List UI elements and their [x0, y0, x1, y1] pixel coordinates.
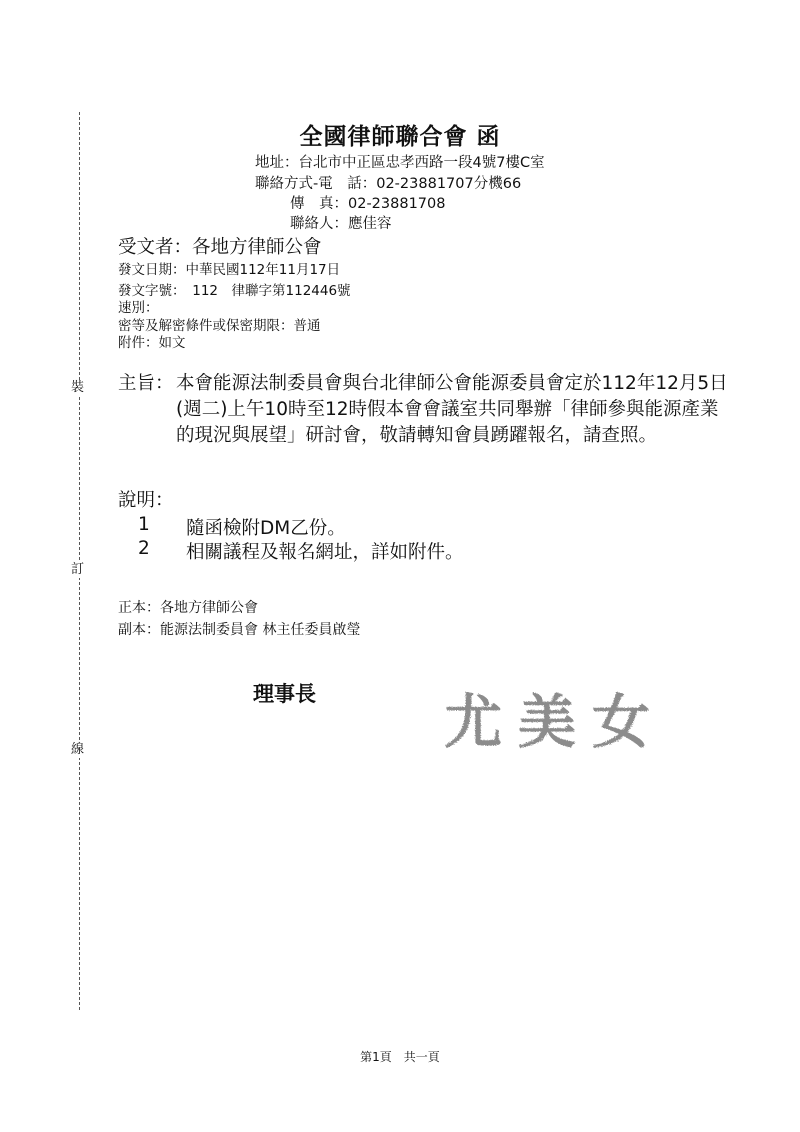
binding-mark-ding: 訂 — [71, 562, 85, 577]
subject-label: 主旨： — [118, 373, 174, 394]
sender-address: 地址：台北市中正區忠孝西路一段4號7樓C室 — [255, 155, 545, 171]
attachment: 附件：如文 — [118, 335, 186, 351]
binding-mark-xian: 線 — [71, 742, 85, 757]
explanation-label: 說明： — [118, 490, 174, 511]
explanation-item-number: 2 — [138, 538, 150, 559]
issue-date: 發文日期：中華民國112年11月17日 — [118, 262, 341, 278]
signature-char: 美 — [518, 688, 577, 756]
sender-phone: 聯絡方式-電 話：02-23881707分機66 — [255, 176, 522, 192]
original-recipients: 正本：各地方律師公會 — [118, 600, 258, 616]
sender-contact: 聯絡人：應佳容 — [290, 216, 392, 232]
signature-char: 尤 — [444, 688, 503, 756]
explanation-item-number: 1 — [138, 514, 150, 535]
document-number: 發文字號： 112 律聯字第112446號 — [118, 283, 351, 299]
secrecy-level: 密等及解密條件或保密期限：普通 — [118, 318, 321, 334]
signature-char: 女 — [592, 688, 651, 756]
signature-seal-image — [442, 680, 662, 760]
binding-line — [79, 112, 80, 1010]
recipient: 受文者：各地方律師公會 — [118, 237, 322, 258]
sender-fax: 傳 真：02-23881708 — [290, 196, 446, 212]
page-number: 第1頁 共一頁 — [360, 1050, 440, 1064]
document-title: 全國律師聯合會 函 — [299, 124, 501, 150]
explanation-item-text: 隨函檢附DM乙份。 — [186, 518, 346, 539]
chairperson-title: 理事長 — [253, 682, 316, 706]
explanation-item-text: 相關議程及報名網址，詳如附件。 — [186, 542, 464, 563]
copy-recipients: 副本：能源法制委員會 林主任委員啟瑩 — [118, 622, 361, 638]
binding-mark-zhuang: 裝 — [71, 380, 85, 395]
subject-text: 本會能源法制委員會與台北律師公會能源委員會定於112年12月5日(週二)上午10時至12時假本會會議室共同舉辦「律師參與能源產業的現況與展望」研討會，敬請轉知會員踴躍報名，請查照。 — [176, 373, 728, 446]
speed: 速別： — [118, 300, 159, 316]
